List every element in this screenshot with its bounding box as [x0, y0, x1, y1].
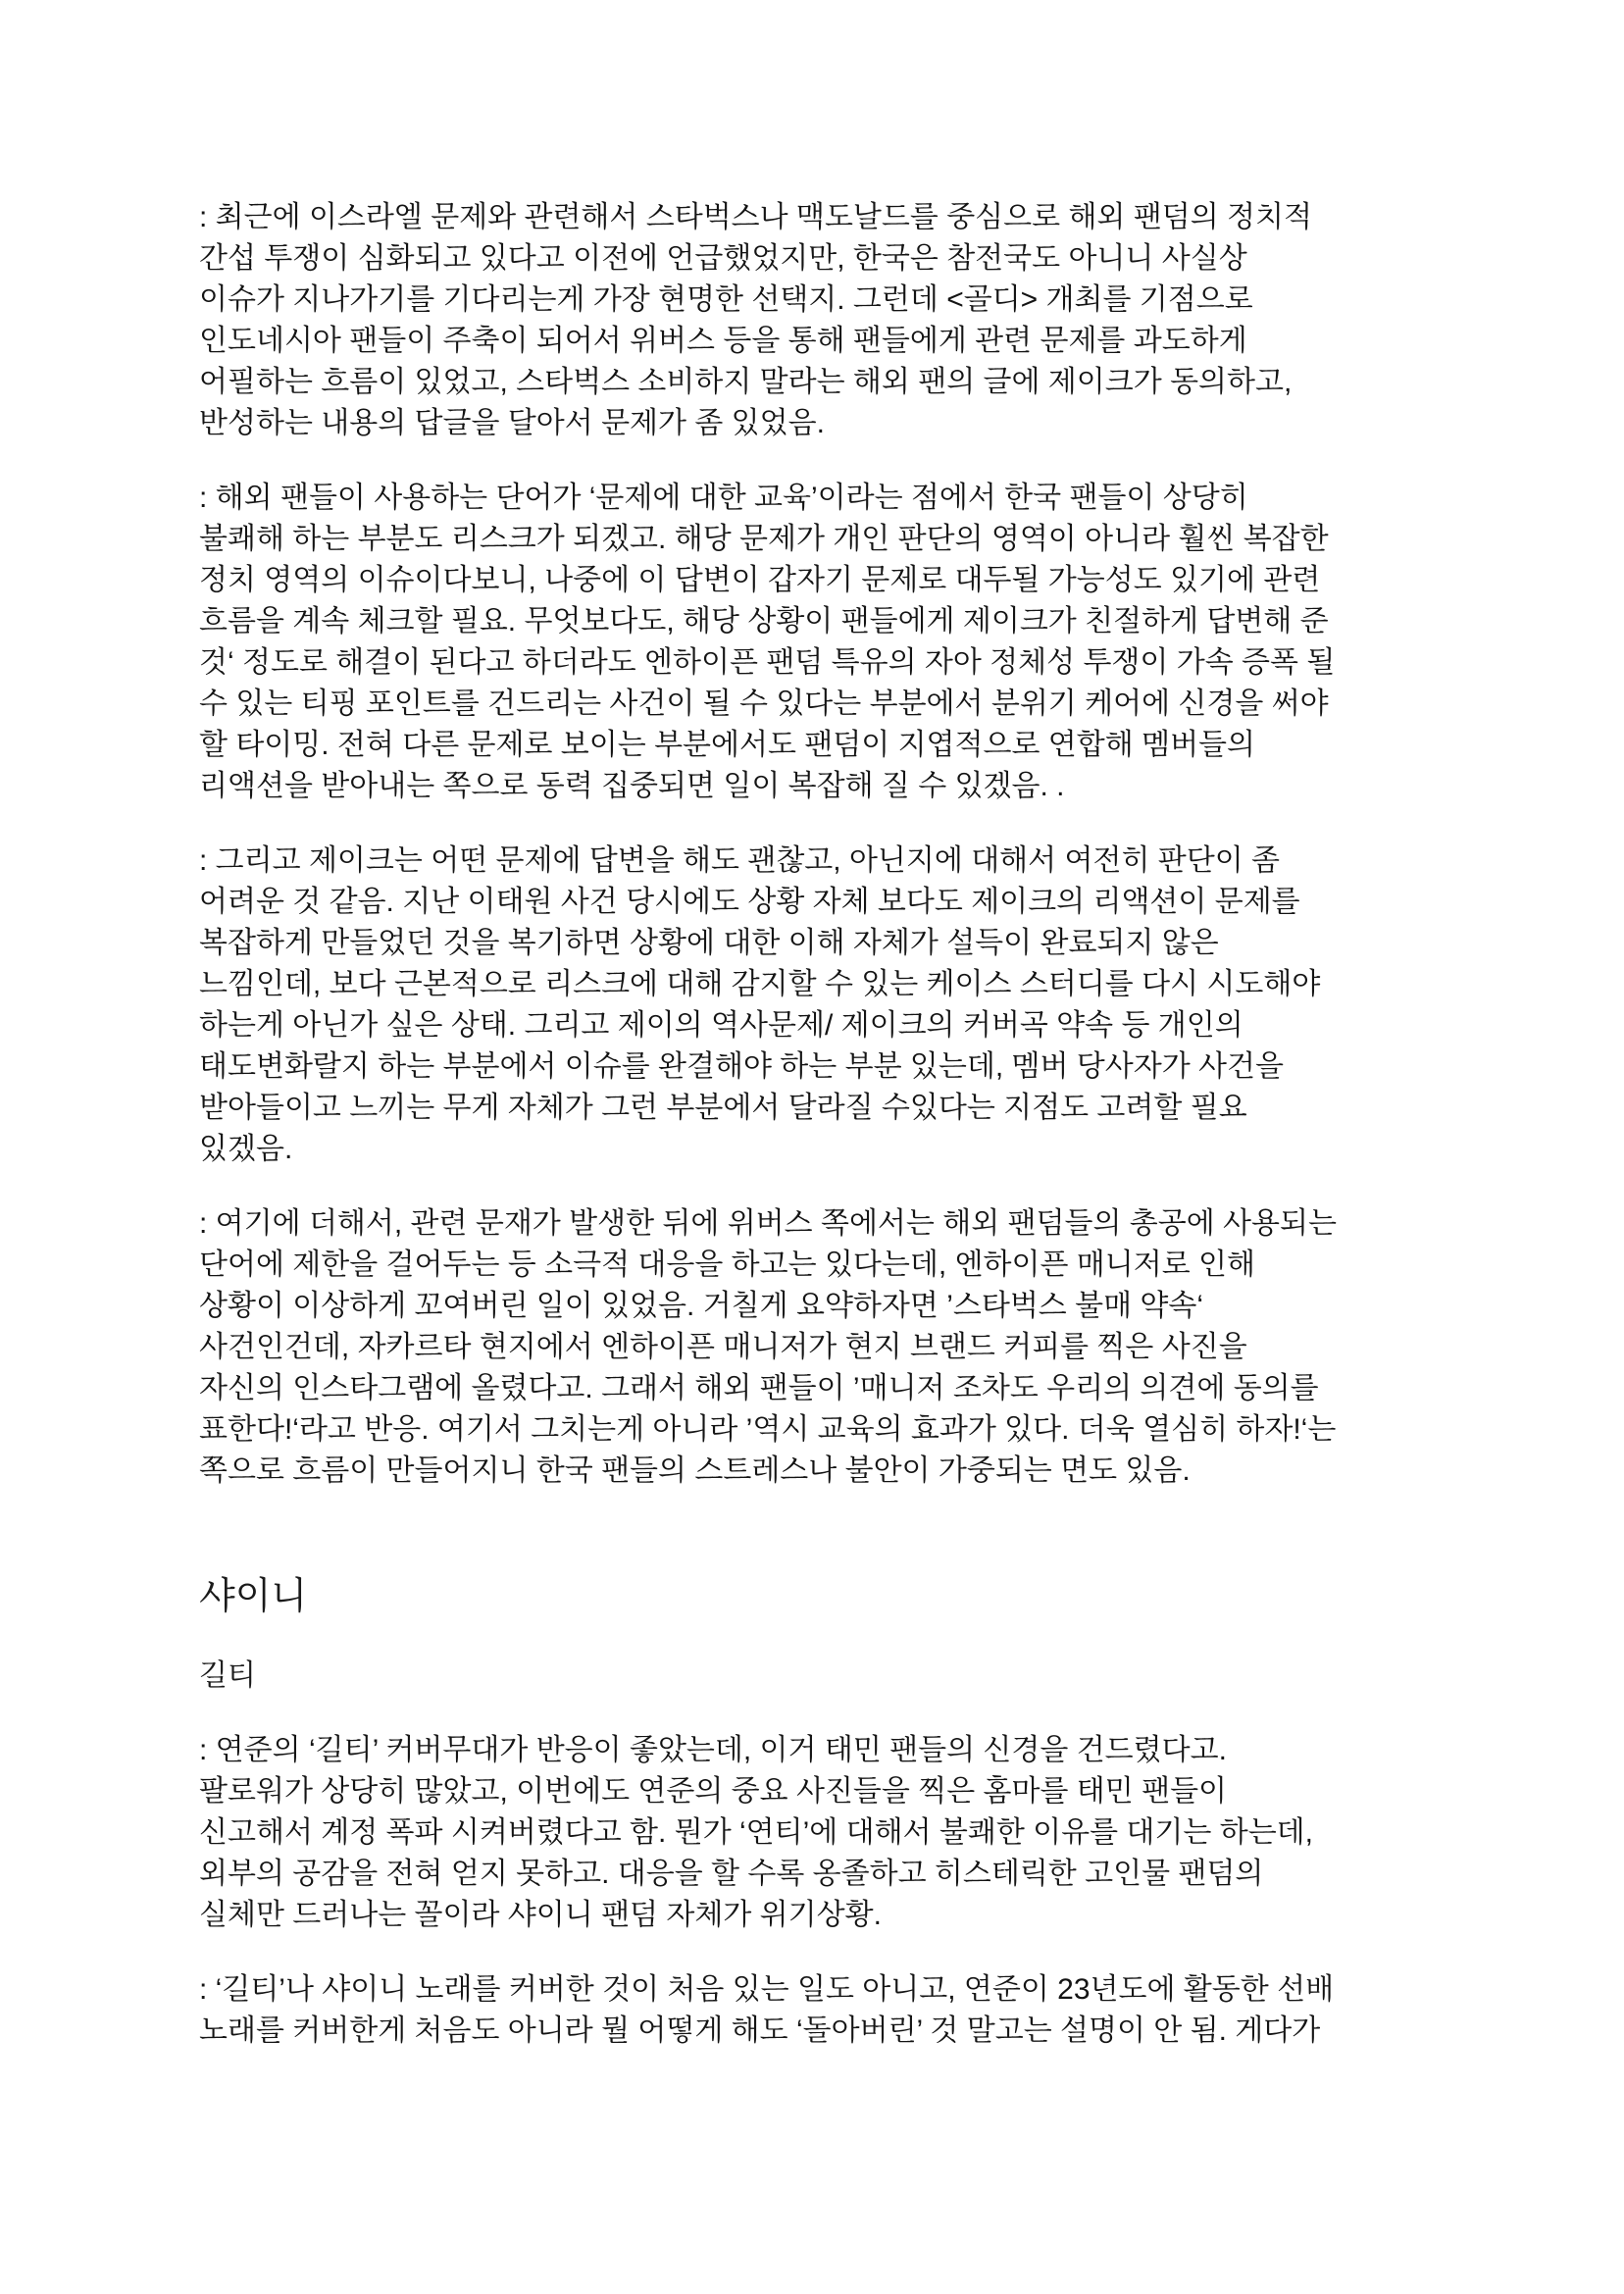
paragraph-guilty-cover [199, 1730, 1467, 1936]
text-line: 노래를 커버한게 처음도 아니라 뭘 어떻게 해도 ‘돌아버린’ 것 말고는 설명이 안 됨. 게다가 [199, 2014, 1321, 2047]
text-line: 어필하는 흐름이 있었고, 스타벅스 소비하지 말라는 해외 팬의 글에 제이크가 동의하고, [199, 366, 1293, 398]
text-line: 신고해서 계정 폭파 시켜버렸다고 함. 뭔가 ‘연티’에 대해서 불쾌한 이유를 대기는 하는데, [199, 1816, 1313, 1849]
text-line: 팔로워가 상당히 많았고, 이번에도 연준의 중요 사진들을 찍은 홈마를 태민 팬들이 [199, 1775, 1228, 1808]
text-line: : 여기에 더해서, 관련 문재가 발생한 뒤에 위버스 쪽에서는 해외 팬덤들의 총공에 사용되는 [199, 1207, 1337, 1240]
paragraph-cover-history [199, 1969, 1467, 2052]
text-line: : 그리고 제이크는 어떤 문제에 답변을 해도 괜찮고, 아닌지에 대해서 여전히 판단이 좀 [199, 844, 1281, 877]
text-line: 할 타이밍. 전혀 다른 문제로 보이는 부분에서도 팬덤이 지엽적으로 연합해 멤버들의 [199, 729, 1256, 761]
section-subheading-guilty: 길티 [199, 1659, 256, 1692]
text-line: 인도네시아 팬들이 주축이 되어서 위버스 등을 통해 팬들에게 관련 문제를 과도하게 [199, 325, 1247, 357]
text-line: 리액션을 받아내는 쪽으로 동력 집중되면 일이 복잡해 질 수 있겠음. . [199, 770, 1065, 802]
paragraph-starbucks-issue [199, 197, 1467, 444]
text-line: : 최근에 이스라엘 문제와 관련해서 스타벅스나 맥도날드를 중심으로 해외 팬덤의 정치적 [199, 201, 1312, 233]
text-line: 쪽으로 흐름이 만들어지니 한국 팬들의 스트레스나 불안이 가중되는 면도 있음. [199, 1454, 1191, 1487]
text-line: : 해외 팬들이 사용하는 단어가 ‘문제에 대한 교육’이라는 점에서 한국 팬들이 상당히 [199, 482, 1248, 514]
text-line: 복잡하게 만들었던 것을 복기하면 상황에 대한 이해 자체가 설득이 완료되지 않은 [199, 927, 1219, 959]
text-line: 흐름을 계속 체크할 필요. 무엇보다도, 해당 상황이 팬들에게 제이크가 친절하게 답변해 준 [199, 605, 1329, 637]
text-line: 불쾌해 하는 부분도 리스크가 되겠고. 해당 문제가 개인 판단의 영역이 아니라 훨씬 복잡한 [199, 523, 1329, 555]
text-line: 자신의 인스타그램에 올렸다고. 그래서 해외 팬들이 ’매니저 조차도 우리의 의견에 동의를 [199, 1372, 1319, 1404]
text-line: 사건인건데, 자카르타 현지에서 엔하이픈 매니저가 현지 브랜드 커피를 찍은 사진을 [199, 1331, 1247, 1363]
text-line: 하는게 아닌가 싶은 상태. 그리고 제이의 역사문제/ 제이크의 커버곡 약속 등 개인의 [199, 1009, 1243, 1042]
text-line: 표한다!‘라고 반응. 여기서 그치는게 아니라 ’역시 교육의 효과가 있다. 더욱 열심히 하자!‘는 [199, 1413, 1337, 1446]
text-line: 받아들이고 느끼는 무게 자체가 그런 부분에서 달라질 수있다는 지점도 고려할 필요 [199, 1092, 1247, 1124]
text-line: 단어에 제한을 걸어두는 등 소극적 대응을 하고는 있다는데, 엔하이픈 매니저로 인해 [199, 1249, 1256, 1281]
text-line: 태도변화랄지 하는 부분에서 이슈를 완결해야 하는 부분 있는데, 멤버 당사자가 사건을 [199, 1050, 1284, 1083]
text-line: 어려운 것 같음. 지난 이태원 사건 당시에도 상황 자체 보다도 제이크의 리액션이 문제를 [199, 886, 1300, 918]
paragraph-fan-risk [199, 478, 1467, 807]
text-line: 것‘ 정도로 해결이 된다고 하더라도 엔하이픈 팬덤 특유의 자아 정체성 투쟁이 가속 증폭 될 [199, 646, 1336, 679]
text-line: 수 있는 티핑 포인트를 건드리는 사건이 될 수 있다는 부분에서 분위기 케어에 신경을 써야 [199, 688, 1329, 720]
text-line: 정치 영역의 이슈이다보니, 나중에 이 답변이 갑자기 문제로 대두될 가능성도 있기에 관련 [199, 564, 1321, 596]
text-line: 있겠음. [199, 1133, 293, 1165]
section-heading-shinee: 샤이니 [199, 1576, 308, 1617]
text-line: 외부의 공감을 전혀 얻지 못하고. 대응을 할 수록 옹졸하고 히스테릭한 고인물 팬덤의 [199, 1858, 1264, 1890]
text-line: 상황이 이상하게 꼬여버린 일이 있었음. 거칠게 요약하자면 ’스타벅스 불매 약속‘ [199, 1290, 1204, 1322]
text-line: 느낌인데, 보다 근본적으로 리스크에 대해 감지할 수 있는 케이스 스터디를 다시 시도해야 [199, 968, 1321, 1000]
text-line: 반성하는 내용의 답글을 달아서 문제가 좀 있었음. [199, 407, 825, 439]
text-line: 간섭 투쟁이 심화되고 있다고 이전에 언급했었지만, 한국은 참전국도 아니니 사실상 [199, 242, 1247, 275]
text-line: 이슈가 지나가기를 기다리는게 가장 현명한 선택지. 그런데 <골디> 개최를 기점으로 [199, 283, 1253, 316]
text-line: 실체만 드러나는 꼴이라 샤이니 팬덤 자체가 위기상황. [199, 1899, 882, 1931]
text-line: : 연준의 ‘길티’ 커버무대가 반응이 좋았는데, 이거 태민 팬들의 신경을 건드렸다고. [199, 1734, 1227, 1766]
paragraph-jake-reaction [199, 841, 1467, 1170]
paragraph-manager-incident [199, 1203, 1467, 1492]
text-line: : ‘길티’나 샤이니 노래를 커버한 것이 처음 있는 일도 아니고, 연준이 23년도에 활동한 선배 [199, 1973, 1335, 2006]
